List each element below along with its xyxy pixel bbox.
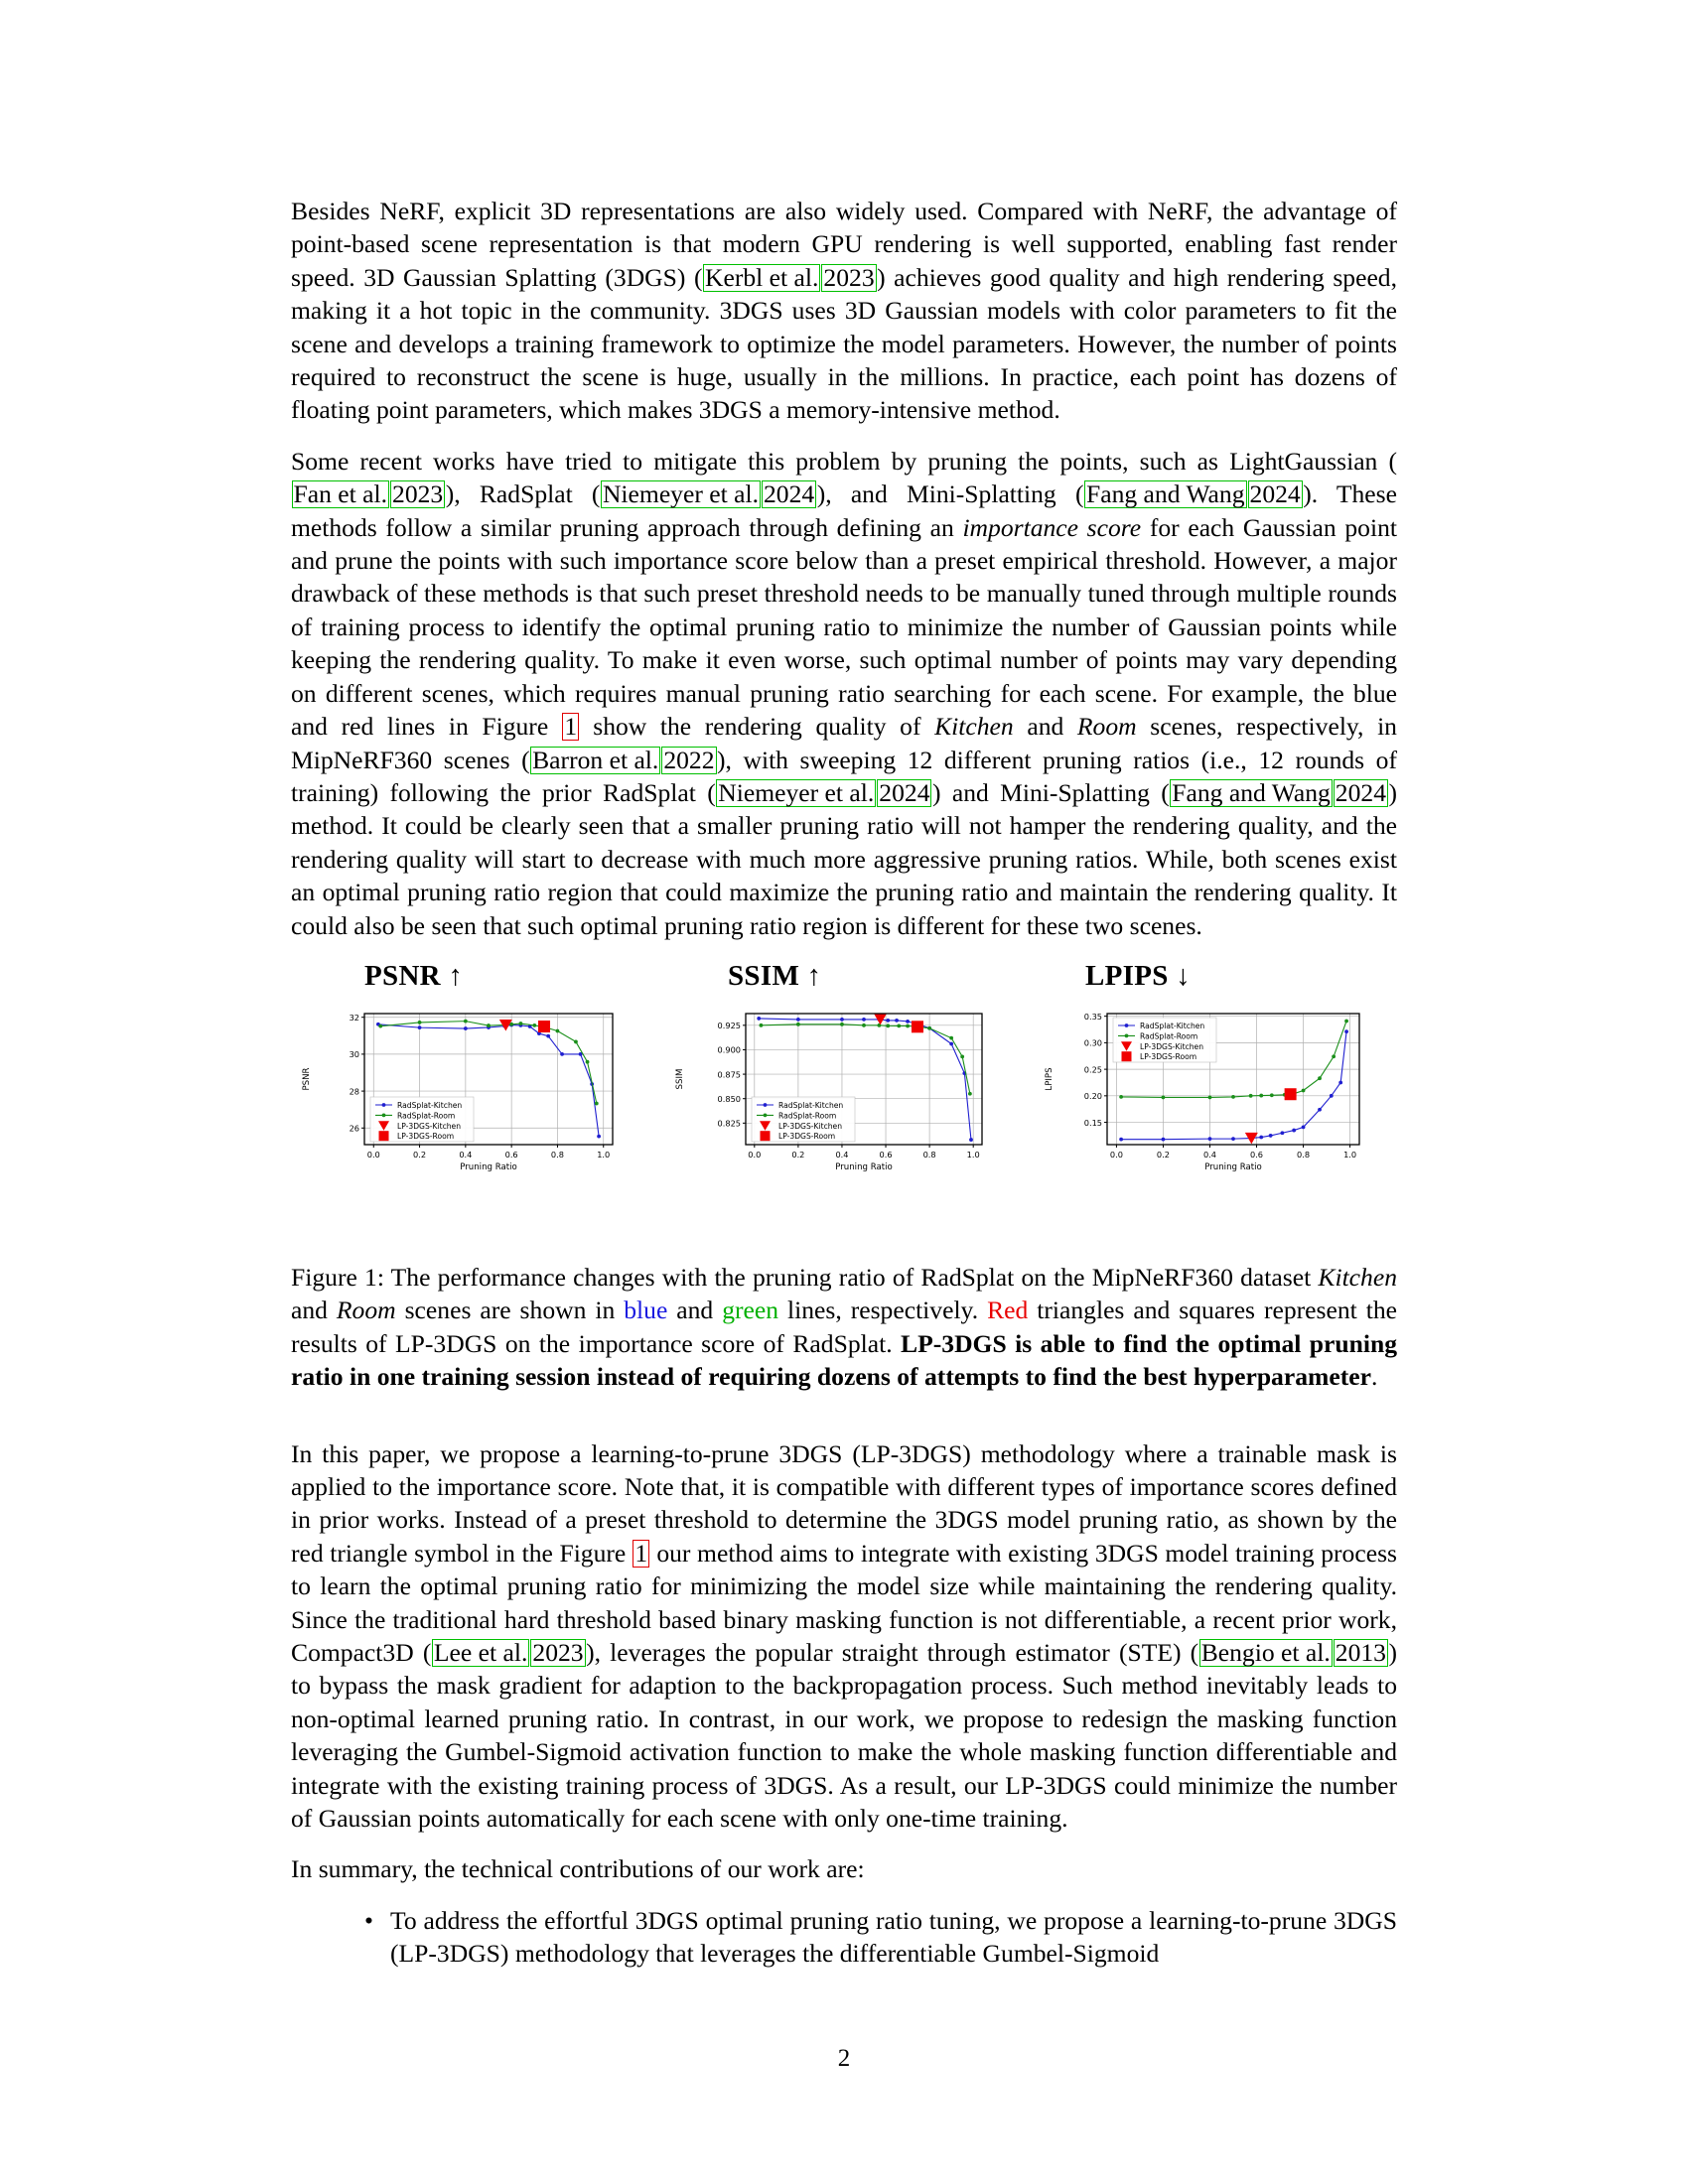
- figure-caption: [291, 1261, 1397, 1394]
- p3-segment-1: In this paper, we propose a learning-to-prune 3DGS (LP-3DGS) methodology where a trainable mask is applied to the importance score. Note that, it is compatible with different types of importance scores defined in prior works. Instead of a preset threshold to determine the 3DGS model pruning ratio, as shown by the red triangle symbol in the Figure: [291, 1438, 1397, 1568]
- svg-text:0.900: 0.900: [717, 1044, 741, 1055]
- svg-text:LP-3DGS-Kitchen: LP-3DGS-Kitchen: [778, 1121, 843, 1131]
- citation-niemeyer-author[interactable]: Niemeyer et al.: [602, 479, 759, 509]
- caption-em-room: Room: [336, 1296, 396, 1325]
- charts-row: [291, 1006, 1397, 1179]
- list-item: • To address the effortful 3DGS optimal pruning ratio tuning, we propose a learning-to-prune 3DGS (LP-3DGS) methodology that leverages the differentiable Gumbel-Sigmoid: [364, 1904, 1397, 1971]
- citation-niemeyer2-author[interactable]: Niemeyer et al.: [718, 777, 875, 807]
- text-column: [291, 195, 1397, 1971]
- p1-segment-1: Besides NeRF, explicit 3D representations are also widely used. Compared with NeRF, the advantage of point-based scene representation is that modern GPU rendering is well supported, enabling fast render speed. 3D Gaussian Splatting (3DGS) (: [291, 197, 1397, 292]
- svg-text:RadSplat-Kitchen: RadSplat-Kitchen: [397, 1100, 463, 1110]
- citation-niemeyer-year[interactable]: 2024: [764, 479, 815, 509]
- caption-segment-4: and: [667, 1296, 723, 1325]
- citation-fan-year[interactable]: 2023: [392, 479, 444, 509]
- p2-segment-3: ), and Mini-Splatting (: [816, 479, 1084, 509]
- svg-text:0.35: 0.35: [1083, 1011, 1102, 1022]
- p2-segment-11: ) method. It could be clearly seen that a smaller pruning ratio will not hamper the rendering quality, and the rendering quality will start to decrease with much more aggressive pruning ratios. While, both scenes exist an optimal pruning ratio region that could maximize the pruning ratio and maintain the rendering quality. It could also be seen that such optimal pruning ratio region is different for these two scenes.: [291, 777, 1398, 940]
- svg-text:1.0: 1.0: [966, 1149, 980, 1160]
- caption-word-green: green: [722, 1296, 779, 1325]
- chart-titles-row: [291, 960, 1397, 1006]
- citation-barron-author[interactable]: Barron et al.: [532, 745, 659, 774]
- paragraph-1: [291, 195, 1397, 427]
- svg-text:0.0: 0.0: [1109, 1149, 1123, 1160]
- svg-text:1.0: 1.0: [597, 1149, 611, 1160]
- svg-text:0.825: 0.825: [717, 1118, 741, 1129]
- paragraph-2: [291, 445, 1397, 942]
- citation-lee-author[interactable]: Lee et al.: [433, 1638, 528, 1667]
- svg-text:0.4: 0.4: [459, 1149, 473, 1160]
- p1-segment-2: ) achieves good quality and high rendering speed, making it a hot topic in the community. 3DGS uses 3D Gaussian models with color parameters to fit the scene and develops a training framework to optimize the model parameters. However, the number of points required to reconstruct the scene is huge, usually in the millions. In practice, each point has dozens of floating point parameters, which makes 3DGS a memory-intensive method.: [291, 262, 1397, 425]
- svg-text:0.0: 0.0: [366, 1149, 380, 1160]
- svg-text:LP-3DGS-Room: LP-3DGS-Room: [778, 1132, 836, 1142]
- svg-text:SSIM: SSIM: [675, 1068, 685, 1090]
- citation-fan-author[interactable]: Fan et al.: [293, 479, 388, 509]
- svg-text:0.6: 0.6: [504, 1149, 518, 1160]
- svg-text:Pruning Ratio: Pruning Ratio: [835, 1161, 893, 1172]
- p2-segment-1: Some recent works have tried to mitigate this problem by pruning the points, such as LightGaussian (: [291, 446, 1397, 476]
- p2-segment-7: and: [1013, 712, 1077, 742]
- svg-text:28: 28: [349, 1086, 359, 1097]
- svg-text:Pruning Ratio: Pruning Ratio: [1204, 1161, 1262, 1172]
- paragraph-4: In summary, the technical contributions of our work are:: [291, 1854, 865, 1884]
- svg-text:0.4: 0.4: [835, 1149, 849, 1160]
- svg-text:RadSplat-Room: RadSplat-Room: [778, 1111, 837, 1121]
- caption-segment-6: triangles and squares represent the results of LP-3DGS on the importance score of RadSplat.: [291, 1296, 1397, 1358]
- citation-kerbl-year[interactable]: 2023: [823, 262, 875, 292]
- paragraph-3: [291, 1437, 1397, 1836]
- caption-word-blue: blue: [624, 1296, 668, 1325]
- caption-word-red: Red: [987, 1296, 1029, 1325]
- svg-text:0.875: 0.875: [717, 1069, 741, 1080]
- svg-text:Pruning Ratio: Pruning Ratio: [460, 1161, 517, 1172]
- p2-segment-8: scenes, respectively, in MipNeRF360 scenes (: [291, 712, 1397, 774]
- chart-title-lpips: LPIPS ↓: [1085, 959, 1192, 992]
- caption-segment-3: scenes are shown in: [395, 1296, 625, 1325]
- svg-text:0.2: 0.2: [1156, 1149, 1170, 1160]
- citation-fang2-author[interactable]: Fang and Wang: [1172, 777, 1331, 807]
- chart-title-psnr: PSNR ↑: [364, 959, 464, 992]
- p3-segment-3: ), leverages the popular straight through estimator (STE) (: [586, 1638, 1199, 1667]
- p2-segment-4: ). These methods follow a similar pruning approach through defining an: [291, 479, 1397, 542]
- svg-text:0.15: 0.15: [1083, 1117, 1102, 1128]
- caption-segment-7: .: [1370, 1362, 1378, 1392]
- svg-text:0.8: 0.8: [550, 1149, 564, 1160]
- citation-kerbl-author[interactable]: Kerbl et al.: [705, 262, 819, 292]
- caption-segment-1: Figure 1: The performance changes with the pruning ratio of RadSplat on the MipNeRF360 dataset: [291, 1262, 1319, 1292]
- svg-text:0.6: 0.6: [1250, 1149, 1264, 1160]
- svg-text:0.0: 0.0: [748, 1149, 762, 1160]
- svg-text:26: 26: [349, 1123, 359, 1134]
- citation-fang-author[interactable]: Fang and Wang: [1085, 479, 1245, 509]
- svg-text:0.850: 0.850: [717, 1093, 741, 1104]
- caption-em-kitchen: Kitchen: [1318, 1262, 1397, 1292]
- svg-text:LP-3DGS-Room: LP-3DGS-Room: [1140, 1052, 1197, 1062]
- caption-bold-statement: LP-3DGS is able to find the optimal pruning ratio in one training session instead of requiring dozens of attempts to find the best hyperparameter: [291, 1328, 1397, 1392]
- p2-segment-9: ), with sweeping 12 different pruning ratios (i.e., 12 rounds of training) following the prior RadSplat (: [291, 745, 1397, 807]
- emphasis-room: Room: [1076, 712, 1137, 742]
- p2-segment-5: for each Gaussian point and prune the points with such importance score below than a preset empirical threshold. However, a major drawback of these methods is that such preset threshold needs to be manually tuned through multiple rounds of training process to identify the optimal pruning ratio to minimize the number of Gaussian points while keeping the rendering quality. To make it even worse, such optimal number of points may vary depending on different scenes, which requires manual pruning ratio searching for each scene. For example, the blue and red lines in Figure: [291, 512, 1397, 742]
- svg-text:RadSplat-Room: RadSplat-Room: [1140, 1031, 1198, 1041]
- svg-text:0.8: 0.8: [1297, 1149, 1311, 1160]
- svg-text:0.8: 0.8: [922, 1149, 936, 1160]
- svg-text:32: 32: [349, 1012, 359, 1023]
- svg-text:LP-3DGS-Kitchen: LP-3DGS-Kitchen: [397, 1121, 462, 1131]
- caption-segment-2: and: [291, 1296, 337, 1325]
- p3-segment-4: ) to bypass the mask gradient for adaption to the backpropagation process. Such method inevitably leads to non-optimal learned pruning ratio. In contrast, in our work, we propose to redesign the masking function leveraging the Gumbel-Sigmoid activation function to make the whole masking function differentiable and integrate with the existing training process of 3DGS. As a result, our LP-3DGS could minimize the number of Gaussian points automatically for each scene with only one-time training.: [291, 1638, 1397, 1834]
- page-number: 2: [837, 2045, 851, 2072]
- svg-text:0.2: 0.2: [413, 1149, 427, 1160]
- emphasis-importance-score: importance score: [962, 512, 1142, 542]
- chart-lpips: [1038, 1006, 1365, 1179]
- chart-psnr: [291, 1006, 619, 1179]
- svg-text:0.30: 0.30: [1083, 1037, 1102, 1048]
- p2-segment-6: show the rendering quality of: [579, 712, 935, 742]
- citation-fang2-year[interactable]: 2024: [1335, 777, 1386, 807]
- citation-barron-year[interactable]: 2022: [663, 745, 715, 774]
- citation-niemeyer2-year[interactable]: 2024: [879, 777, 930, 807]
- chart-ssim: [660, 1006, 988, 1179]
- figure-1: [291, 960, 1397, 1203]
- citation-bengio-year[interactable]: 2013: [1335, 1638, 1386, 1667]
- chart-svg: [1038, 1006, 1365, 1179]
- svg-text:RadSplat-Room: RadSplat-Room: [397, 1111, 456, 1121]
- p2-segment-10: ) and Mini-Splatting (: [931, 777, 1170, 807]
- chart-title-ssim: SSIM ↑: [728, 959, 822, 992]
- svg-text:LP-3DGS-Room: LP-3DGS-Room: [397, 1132, 455, 1142]
- svg-text:LPIPS: LPIPS: [1045, 1067, 1055, 1091]
- caption-segment-5: lines, respectively.: [778, 1296, 988, 1325]
- svg-text:0.2: 0.2: [791, 1149, 805, 1160]
- svg-text:0.925: 0.925: [717, 1020, 741, 1030]
- p3-segment-2: our method aims to integrate with existing 3DGS model training process to learn the optimal pruning ratio for minimizing the model size while maintaining the rendering quality. Since the traditional hard threshold based binary masking function is not differentiable, a recent prior work, Compact3D (: [291, 1538, 1397, 1667]
- svg-text:LP-3DGS-Kitchen: LP-3DGS-Kitchen: [1140, 1041, 1204, 1051]
- svg-text:30: 30: [349, 1049, 359, 1060]
- svg-text:0.4: 0.4: [1202, 1149, 1216, 1160]
- contributions-list: [291, 1904, 1397, 1971]
- svg-text:0.25: 0.25: [1083, 1064, 1102, 1075]
- figure-ref-1a[interactable]: 1: [564, 712, 578, 742]
- citation-fang-year[interactable]: 2024: [1249, 479, 1301, 509]
- svg-text:PSNR: PSNR: [302, 1067, 312, 1091]
- citation-bengio-author[interactable]: Bengio et al.: [1200, 1638, 1331, 1667]
- svg-text:0.6: 0.6: [879, 1149, 893, 1160]
- chart-svg: [660, 1006, 988, 1179]
- chart-svg: [291, 1006, 619, 1179]
- svg-text:RadSplat-Kitchen: RadSplat-Kitchen: [778, 1100, 844, 1110]
- svg-text:1.0: 1.0: [1343, 1149, 1357, 1160]
- figure-ref-1b[interactable]: 1: [634, 1538, 648, 1568]
- svg-text:RadSplat-Kitchen: RadSplat-Kitchen: [1140, 1021, 1205, 1030]
- svg-text:0.20: 0.20: [1083, 1090, 1102, 1101]
- p2-segment-2: ), RadSplat (: [445, 479, 601, 509]
- citation-lee-year[interactable]: 2023: [532, 1638, 584, 1667]
- emphasis-kitchen: Kitchen: [934, 712, 1014, 742]
